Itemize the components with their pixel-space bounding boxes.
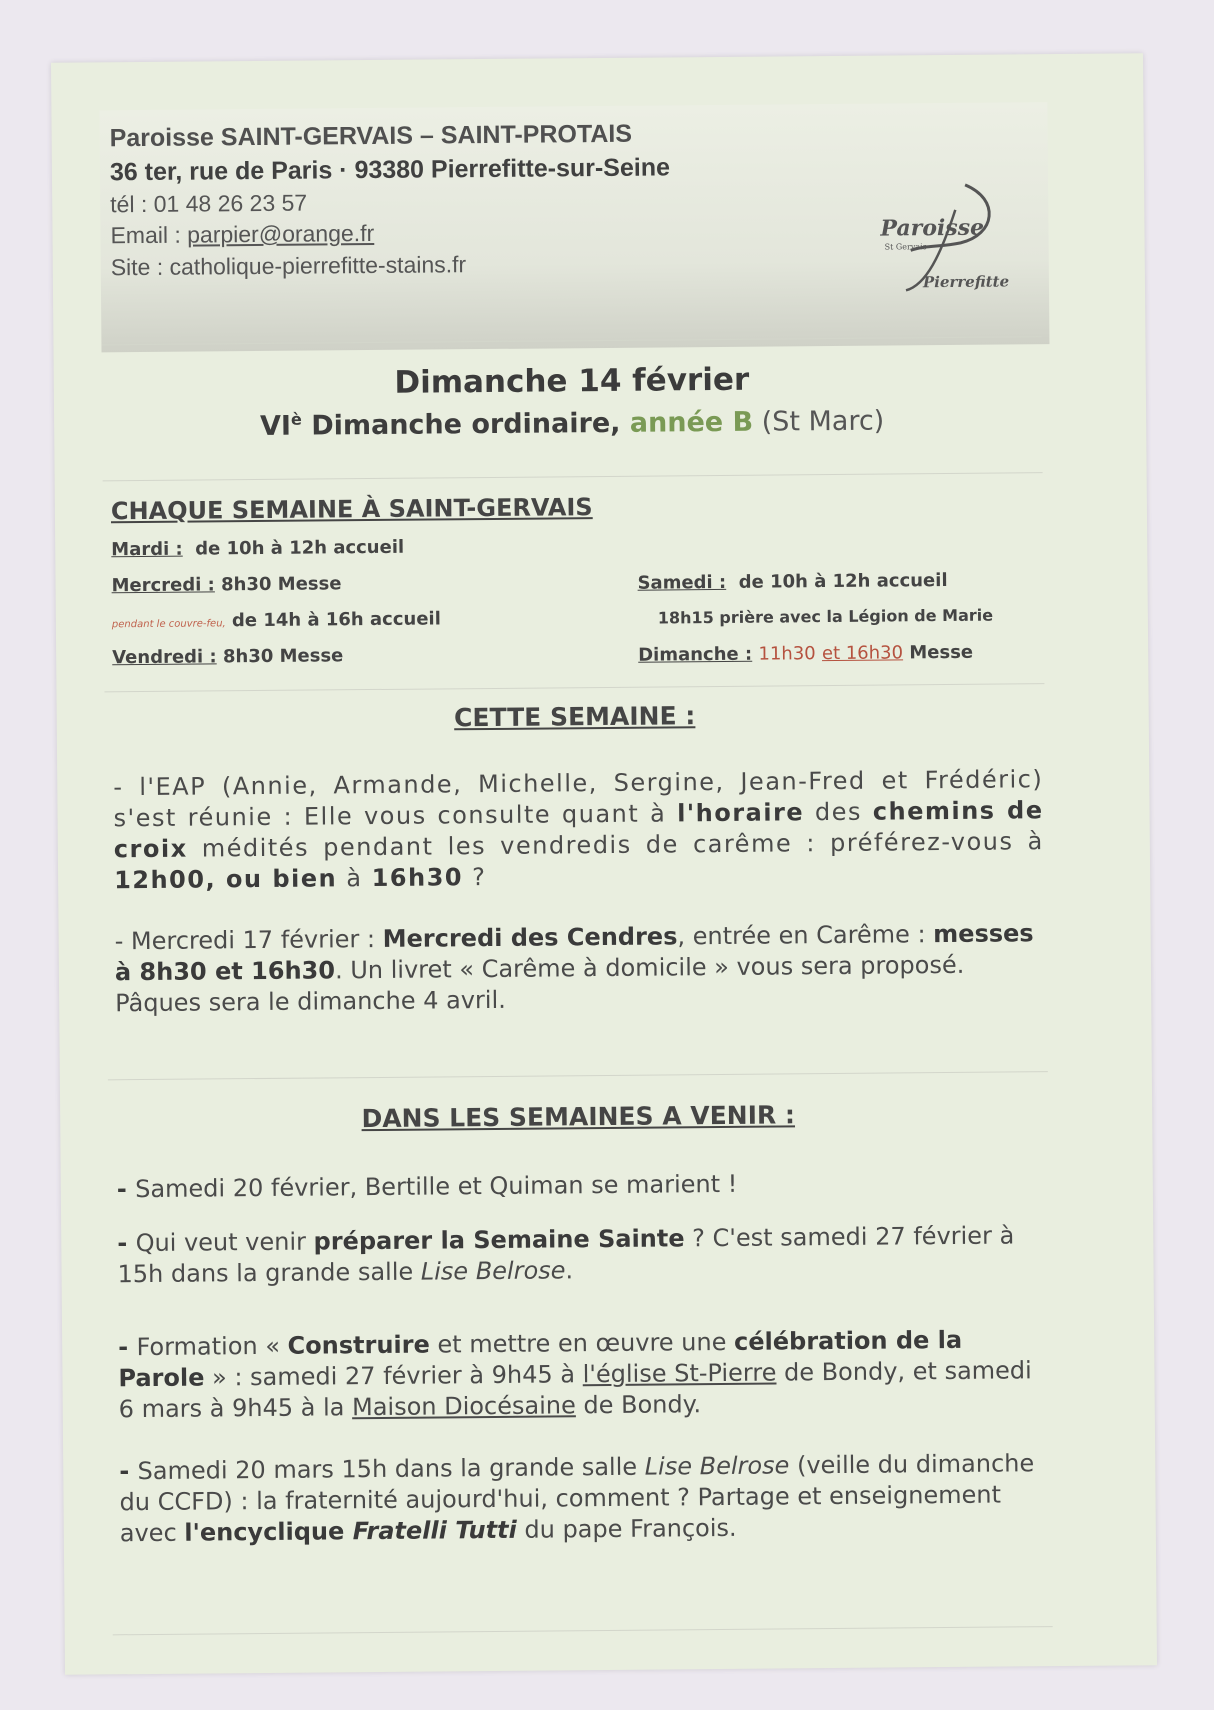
parish-email: Email : parpier@orange.fr [110,219,375,249]
weekly-heading: CHAQUE SEMAINE À SAINT-GERVAIS [110,493,593,526]
list-item: - Qui veut venir préparer la Semaine Sainte ? C'est samedi 27 février à 15h dans la grande salle Lise Belrose. [117,1221,1015,1289]
this-week-heading: CETTE SEMAINE : [453,701,696,733]
cendres-announcement: - Mercredi 17 février : Mercredi des Cendres, entrée en Carême : messes à 8h30 et 16h30. Un livret « Carême à domicile » vous sera proposé. Pâques sera le dimanche 4 avril. [114,919,1034,1018]
date-title [101,336,1042,477]
parish-address: 36 ter, rue de Paris · 93380 Pierrefitte-sur-Seine [109,153,671,187]
page-title: Dimanche 14 février [394,361,750,401]
list-item: - Samedi 20 février, Bertille et Quiman se marient ! [116,1169,738,1204]
list-item: - Samedi 20 mars 15h dans la grande salle Lise Belrose (veille du dimanche du CCFD) : la fraternité aujourd'hui, comment ? Partage et enseignement avec l'encyclique Fratelli Tutti du pape François. [119,1449,1035,1548]
coming-weeks-heading: DANS LES SEMAINES A VENIR : [361,1100,796,1134]
email-link[interactable]: parpier@orange.fr [187,219,375,248]
coming-weeks-section [108,1076,1053,1635]
logo-text-saint: St Gervais [884,242,927,252]
schedule-mercredi: Mercredi : 8h30 Messe [111,573,342,597]
weekly-schedule [103,472,1045,692]
bulletin-sheet [51,53,1157,1674]
schedule-couvre-feu: pendant le couvre-feu, de 14h à 16h accueil [111,608,441,632]
parish-logo [870,174,1021,295]
liturgical-subtitle: $VI^è$ Dimanche ordinaire, année B (St Marc) [259,405,885,442]
logo-text-pierrefitte: Pierrefitte [922,272,1010,292]
schedule-mardi: Mardi : de 10h à 12h accueil [111,536,405,561]
parish-name: Paroisse SAINT-GERVAIS – SAINT-PROTAIS [109,119,633,153]
schedule-samedi: Samedi : de 10h à 12h accueil [637,569,948,594]
list-item: - Formation « Construire et mettre en œuvre une célébration de la Parole » : samedi 27 février à 9h45 à l'église St-Pierre de Bondy, et samedi 6 mars à 9h45 à la Maison Diocésaine de Bondy. [118,1325,1032,1424]
parish-website: Site : catholique-pierrefitte-stains.fr [110,251,467,281]
schedule-dimanche: Dimanche : 11h30 et 16h30 Messe [638,641,974,666]
parish-phone: tél : 01 48 26 23 57 [110,189,308,218]
logo-text-paroisse: Paroisse [880,214,985,242]
schedule-vendredi: Vendredi : 8h30 Messe [112,645,344,669]
this-week-section [105,686,1048,1080]
schedule-samedi-legion: 18h15 prière avec la Légion de Marie [657,605,994,628]
eap-announcement: - l'EAP (Annie, Armande, Michelle, Sergine, Jean-Fred et Frédéric) s'est réunie : Elle vous consulte quant à l'horaire des chemins de croix médités pendant les vendredis de carême : préférez-vous à 12h00, ou bien à 16h30 ? [113,765,1044,895]
